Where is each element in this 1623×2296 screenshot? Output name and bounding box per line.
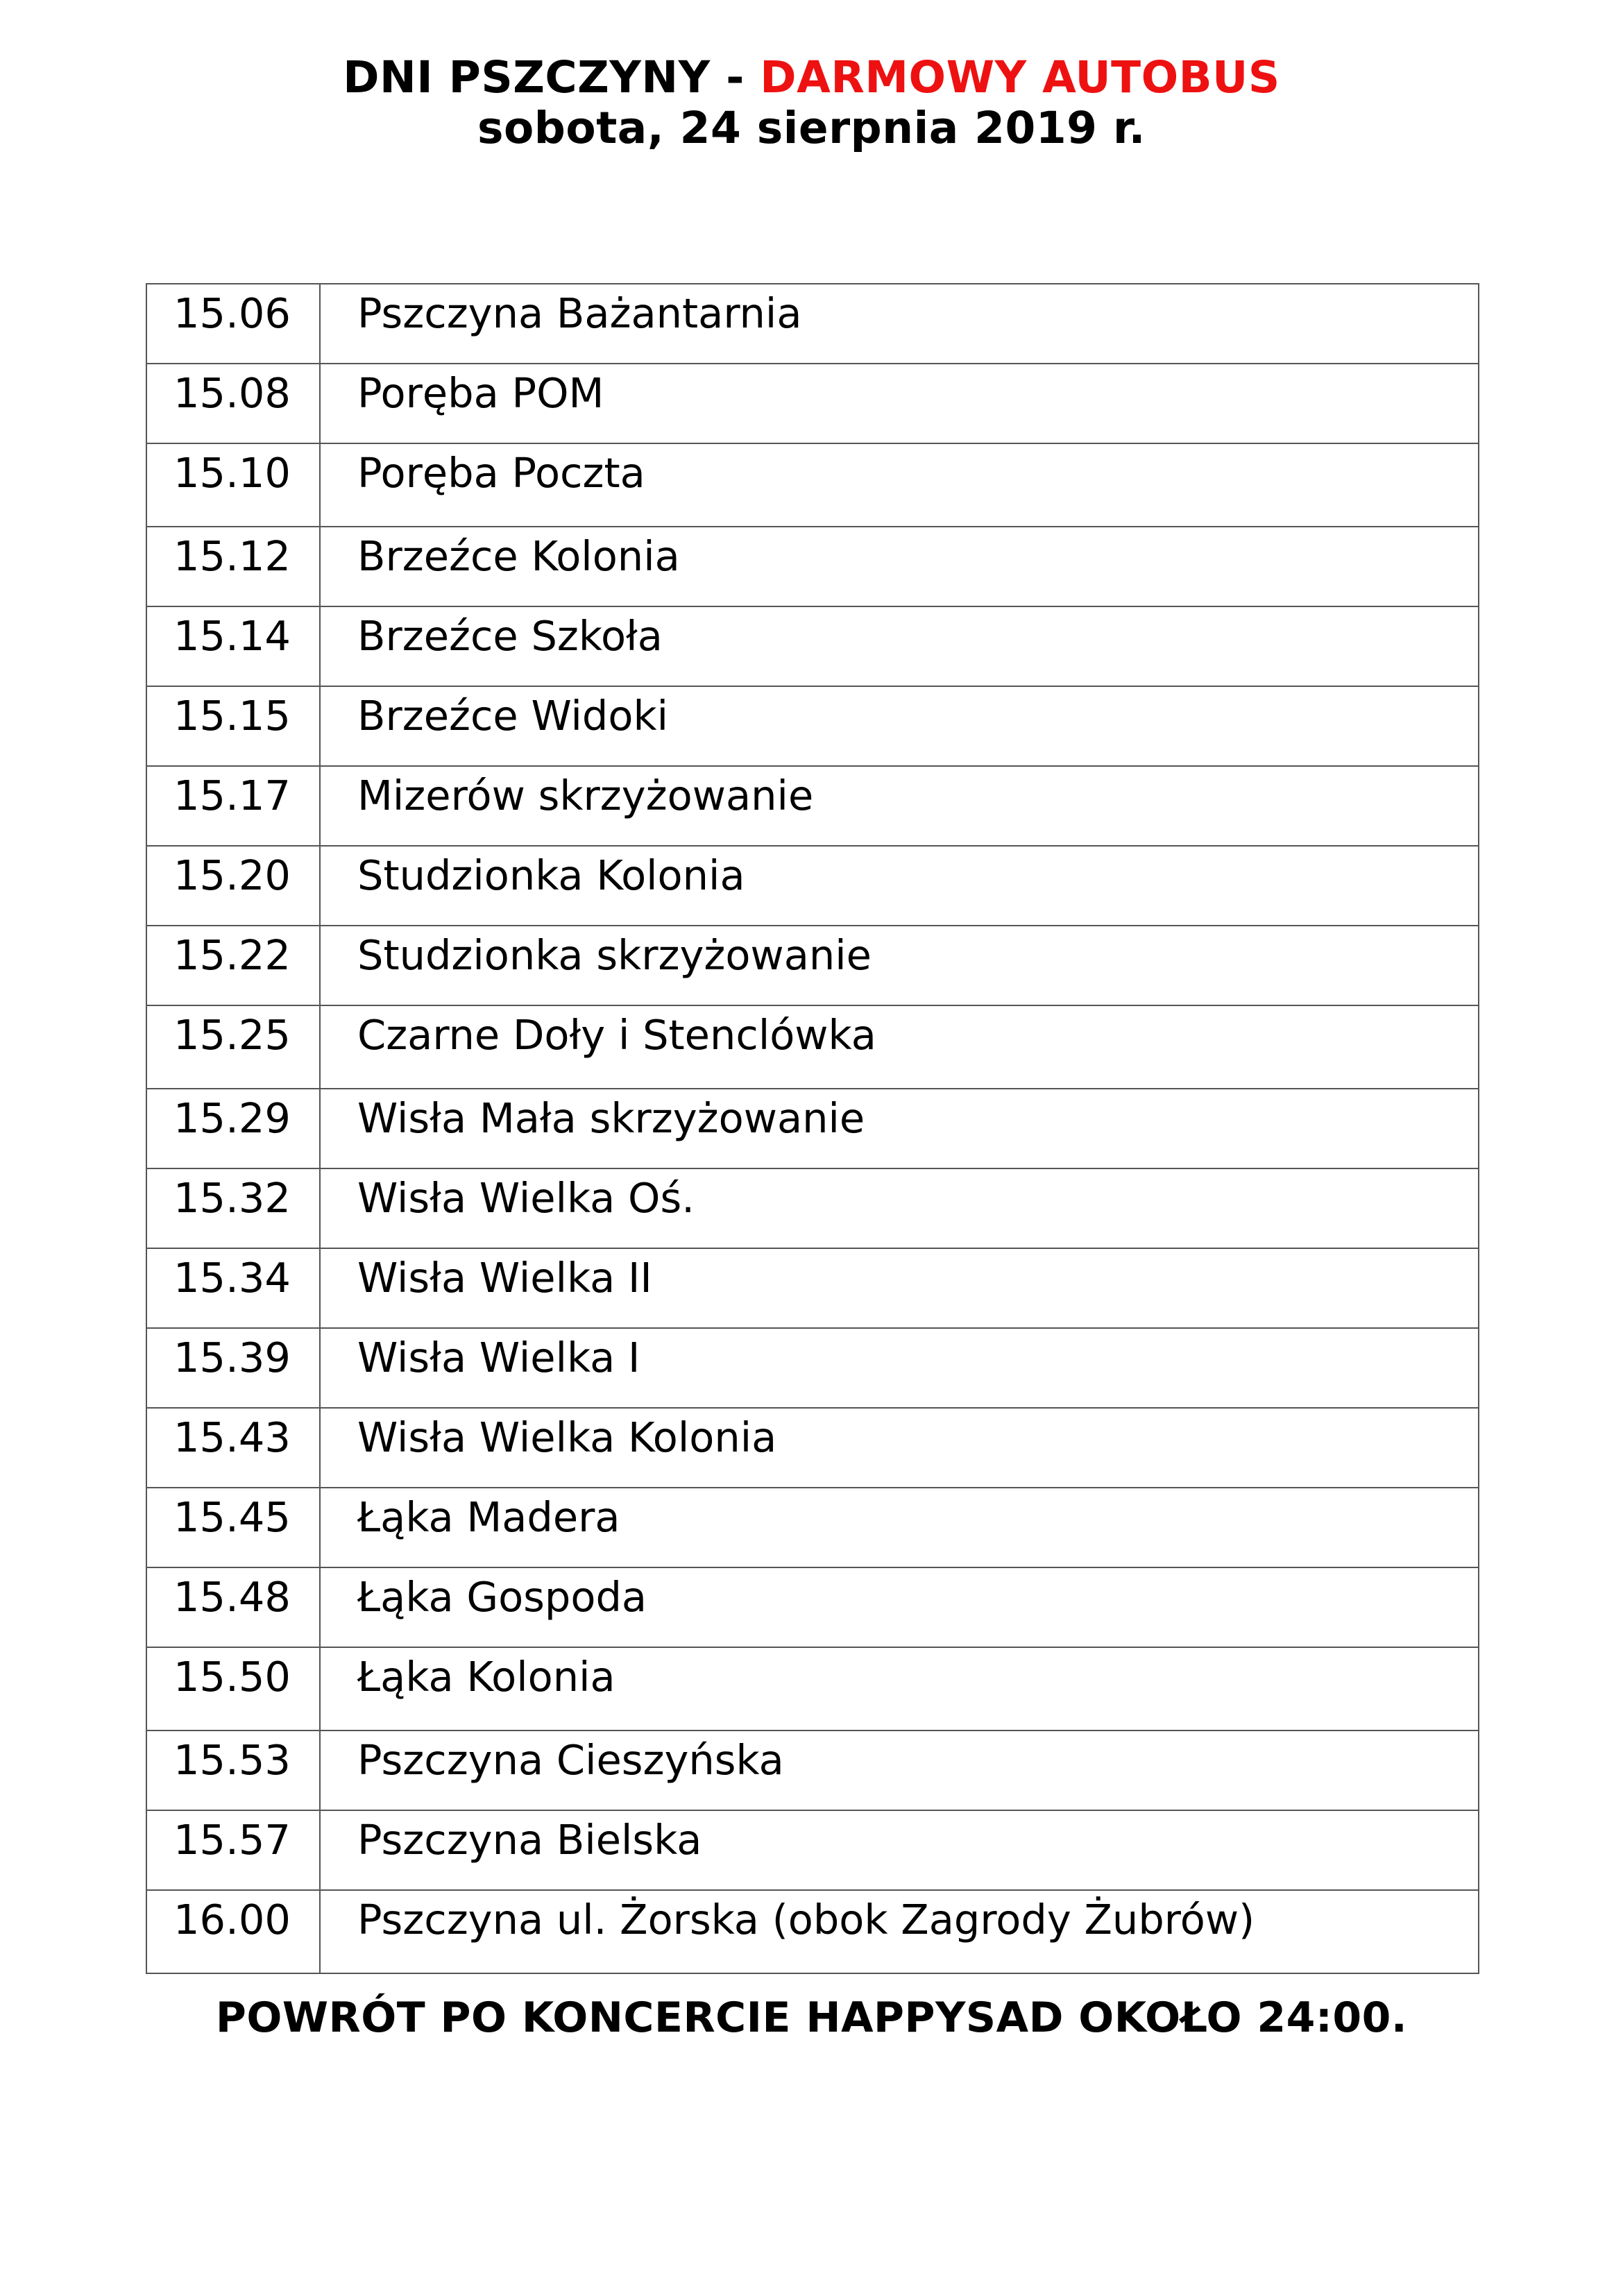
departure-time-cell	[146, 1567, 320, 1647]
bus-stop-cell	[320, 1408, 1479, 1488]
bus-stop-cell	[320, 926, 1479, 1005]
departure-time-cell	[146, 1408, 320, 1488]
bus-stop-name: Pszczyna Cieszyńska	[357, 1736, 784, 1784]
departure-time: 15.32	[173, 1174, 291, 1222]
bus-stop-cell	[320, 527, 1479, 606]
bus-stop-cell	[320, 686, 1479, 766]
schedule-row	[146, 926, 1479, 1005]
schedule-row	[146, 1890, 1479, 1973]
departure-time-cell	[146, 1488, 320, 1567]
schedule-row	[146, 1248, 1479, 1328]
document-title	[0, 52, 1623, 103]
departure-time: 15.14	[173, 612, 291, 660]
departure-time-cell	[146, 443, 320, 527]
departure-time: 15.34	[173, 1254, 291, 1302]
departure-time-cell	[146, 1089, 320, 1168]
bus-stop-name: Poręba POM	[357, 369, 604, 417]
departure-time: 15.43	[173, 1413, 291, 1461]
return-note: POWRÓT PO KONCERCIE HAPPYSAD OKOŁO 24:00.	[215, 1993, 1408, 2042]
departure-time: 15.12	[173, 532, 291, 580]
departure-time: 15.25	[173, 1011, 291, 1059]
bus-stop-cell	[320, 1089, 1479, 1168]
departure-time-cell	[146, 926, 320, 1005]
bus-stop-cell	[320, 1168, 1479, 1248]
bus-stop-cell	[320, 1005, 1479, 1089]
bus-stop-name: Pszczyna ul. Żorska (obok Zagrody Żubrów)	[357, 1896, 1255, 1944]
departure-time-cell	[146, 1890, 320, 1973]
schedule-table	[146, 283, 1479, 1974]
bus-stop-name: Wisła Wielka Kolonia	[357, 1413, 777, 1461]
bus-stop-cell	[320, 1248, 1479, 1328]
bus-stop-name: Poręba Poczta	[357, 449, 645, 497]
departure-time-cell	[146, 766, 320, 846]
departure-time: 15.53	[173, 1736, 291, 1784]
bus-stop-name: Łąka Gospoda	[357, 1573, 647, 1621]
bus-stop-name: Czarne Doły i Stenclówka	[357, 1011, 876, 1059]
departure-time-cell	[146, 1810, 320, 1890]
departure-time-cell	[146, 1328, 320, 1408]
departure-time-cell	[146, 527, 320, 606]
bus-stop-cell	[320, 1810, 1479, 1890]
departure-time-cell	[146, 1005, 320, 1089]
schedule-row	[146, 766, 1479, 846]
schedule-row	[146, 1647, 1479, 1730]
departure-time-cell	[146, 1248, 320, 1328]
bus-stop-name: Brzeźce Kolonia	[357, 532, 680, 580]
bus-stop-name: Pszczyna Bielska	[357, 1816, 702, 1864]
schedule-row	[146, 686, 1479, 766]
bus-stop-cell	[320, 1730, 1479, 1810]
departure-time: 16.00	[173, 1896, 291, 1944]
schedule-row	[146, 1005, 1479, 1089]
schedule-row	[146, 846, 1479, 926]
bus-stop-cell	[320, 606, 1479, 686]
schedule-row	[146, 1567, 1479, 1647]
departure-time: 15.06	[173, 289, 291, 337]
schedule-table-body	[146, 284, 1479, 1973]
bus-stop-name: Brzeźce Widoki	[357, 692, 669, 740]
title-highlight: DARMOWY AUTOBUS	[760, 52, 1280, 103]
schedule-row	[146, 284, 1479, 364]
departure-time: 15.17	[173, 772, 291, 819]
bus-stop-name: Studzionka skrzyżowanie	[357, 931, 872, 979]
bus-stop-cell	[320, 1647, 1479, 1730]
document-subtitle-date: sobota, 24 sierpnia 2019 r.	[477, 103, 1146, 153]
schedule-row	[146, 1168, 1479, 1248]
bus-stop-name: Wisła Wielka II	[357, 1254, 652, 1302]
schedule-row	[146, 1408, 1479, 1488]
departure-time: 15.48	[173, 1573, 291, 1621]
bus-stop-cell	[320, 766, 1479, 846]
departure-time: 15.57	[173, 1816, 291, 1864]
departure-time: 15.22	[173, 931, 291, 979]
departure-time-cell	[146, 686, 320, 766]
departure-time-cell	[146, 846, 320, 926]
departure-time-cell	[146, 284, 320, 364]
bus-stop-cell	[320, 1890, 1479, 1973]
departure-time-cell	[146, 606, 320, 686]
bus-stop-name: Pszczyna Bażantarnia	[357, 289, 802, 337]
departure-time-cell	[146, 364, 320, 443]
schedule-row	[146, 443, 1479, 527]
bus-stop-name: Wisła Mała skrzyżowanie	[357, 1094, 865, 1142]
bus-stop-cell	[320, 443, 1479, 527]
departure-time: 15.20	[173, 851, 291, 899]
bus-stop-cell	[320, 1328, 1479, 1408]
bus-stop-cell	[320, 846, 1479, 926]
bus-stop-name: Łąka Kolonia	[357, 1653, 615, 1701]
departure-time-cell	[146, 1730, 320, 1810]
schedule-row	[146, 527, 1479, 606]
schedule-row	[146, 364, 1479, 443]
bus-stop-cell	[320, 284, 1479, 364]
schedule-row	[146, 606, 1479, 686]
bus-stop-cell	[320, 1567, 1479, 1647]
schedule-row	[146, 1328, 1479, 1408]
departure-time: 15.45	[173, 1493, 291, 1541]
bus-stop-name: Brzeźce Szkoła	[357, 612, 663, 660]
bus-stop-name: Wisła Wielka Oś.	[357, 1174, 695, 1222]
departure-time: 15.39	[173, 1334, 291, 1381]
departure-time-cell	[146, 1168, 320, 1248]
bus-stop-name: Łąka Madera	[357, 1493, 620, 1541]
bus-stop-name: Mizerów skrzyżowanie	[357, 772, 814, 819]
schedule-row	[146, 1089, 1479, 1168]
schedule-row	[146, 1810, 1479, 1890]
bus-stop-name: Studzionka Kolonia	[357, 851, 745, 899]
departure-time: 15.50	[173, 1653, 291, 1701]
departure-time: 15.10	[173, 449, 291, 497]
departure-time-cell	[146, 1647, 320, 1730]
bus-stop-cell	[320, 1488, 1479, 1567]
schedule-row	[146, 1488, 1479, 1567]
departure-time: 15.08	[173, 369, 291, 417]
departure-time: 15.15	[173, 692, 291, 740]
title-main: DNI PSZCZYNY -	[343, 52, 760, 103]
bus-stop-name: Wisła Wielka I	[357, 1334, 640, 1381]
schedule-row	[146, 1730, 1479, 1810]
bus-stop-cell	[320, 364, 1479, 443]
departure-time: 15.29	[173, 1094, 291, 1142]
